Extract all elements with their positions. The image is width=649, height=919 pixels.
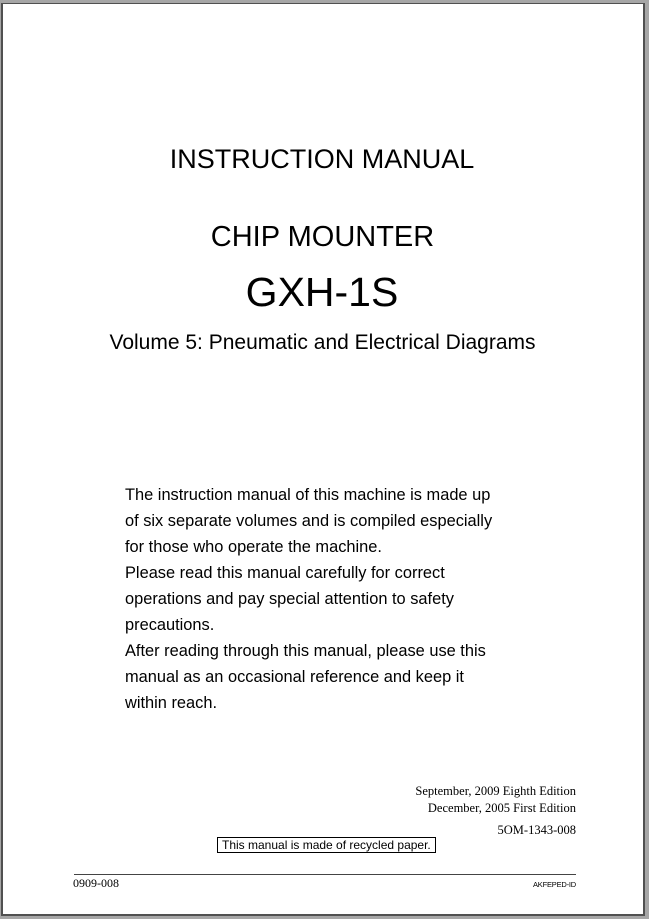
intro-line: manual as an occasional reference and keep it — [125, 668, 464, 686]
volume-subtitle: Volume 5: Pneumatic and Electrical Diagrams — [109, 331, 536, 354]
document-number: 5OM-1343-008 — [497, 823, 576, 837]
intro-paragraph — [125, 482, 492, 716]
intro-line: precautions. — [125, 616, 215, 634]
footer-divider — [74, 874, 576, 875]
footer-code-left: 0909-008 — [73, 876, 119, 890]
intro-line: After reading through this manual, please use this — [125, 642, 486, 660]
intro-line: of six separate volumes and is compiled especially — [125, 512, 493, 530]
intro-line: within reach. — [125, 694, 218, 712]
intro-line: The instruction manual of this machine is made up — [125, 486, 491, 504]
manual-title: INSTRUCTION MANUAL — [169, 144, 475, 174]
document-page — [1, 3, 645, 916]
footer-code-right: AKFEPED-ID — [532, 880, 576, 889]
model-name: GXH-1S — [245, 269, 399, 315]
intro-line: for those who operate the machine. — [125, 538, 382, 556]
intro-line: Please read this manual carefully for correct — [125, 564, 445, 582]
recycled-notice: This manual is made of recycled paper. — [217, 837, 436, 853]
product-type: CHIP MOUNTER — [210, 221, 435, 253]
edition-first: December, 2005 First Edition — [427, 801, 576, 815]
edition-latest: September, 2009 Eighth Edition — [415, 784, 576, 798]
intro-line: operations and pay special attention to safety — [125, 590, 454, 608]
